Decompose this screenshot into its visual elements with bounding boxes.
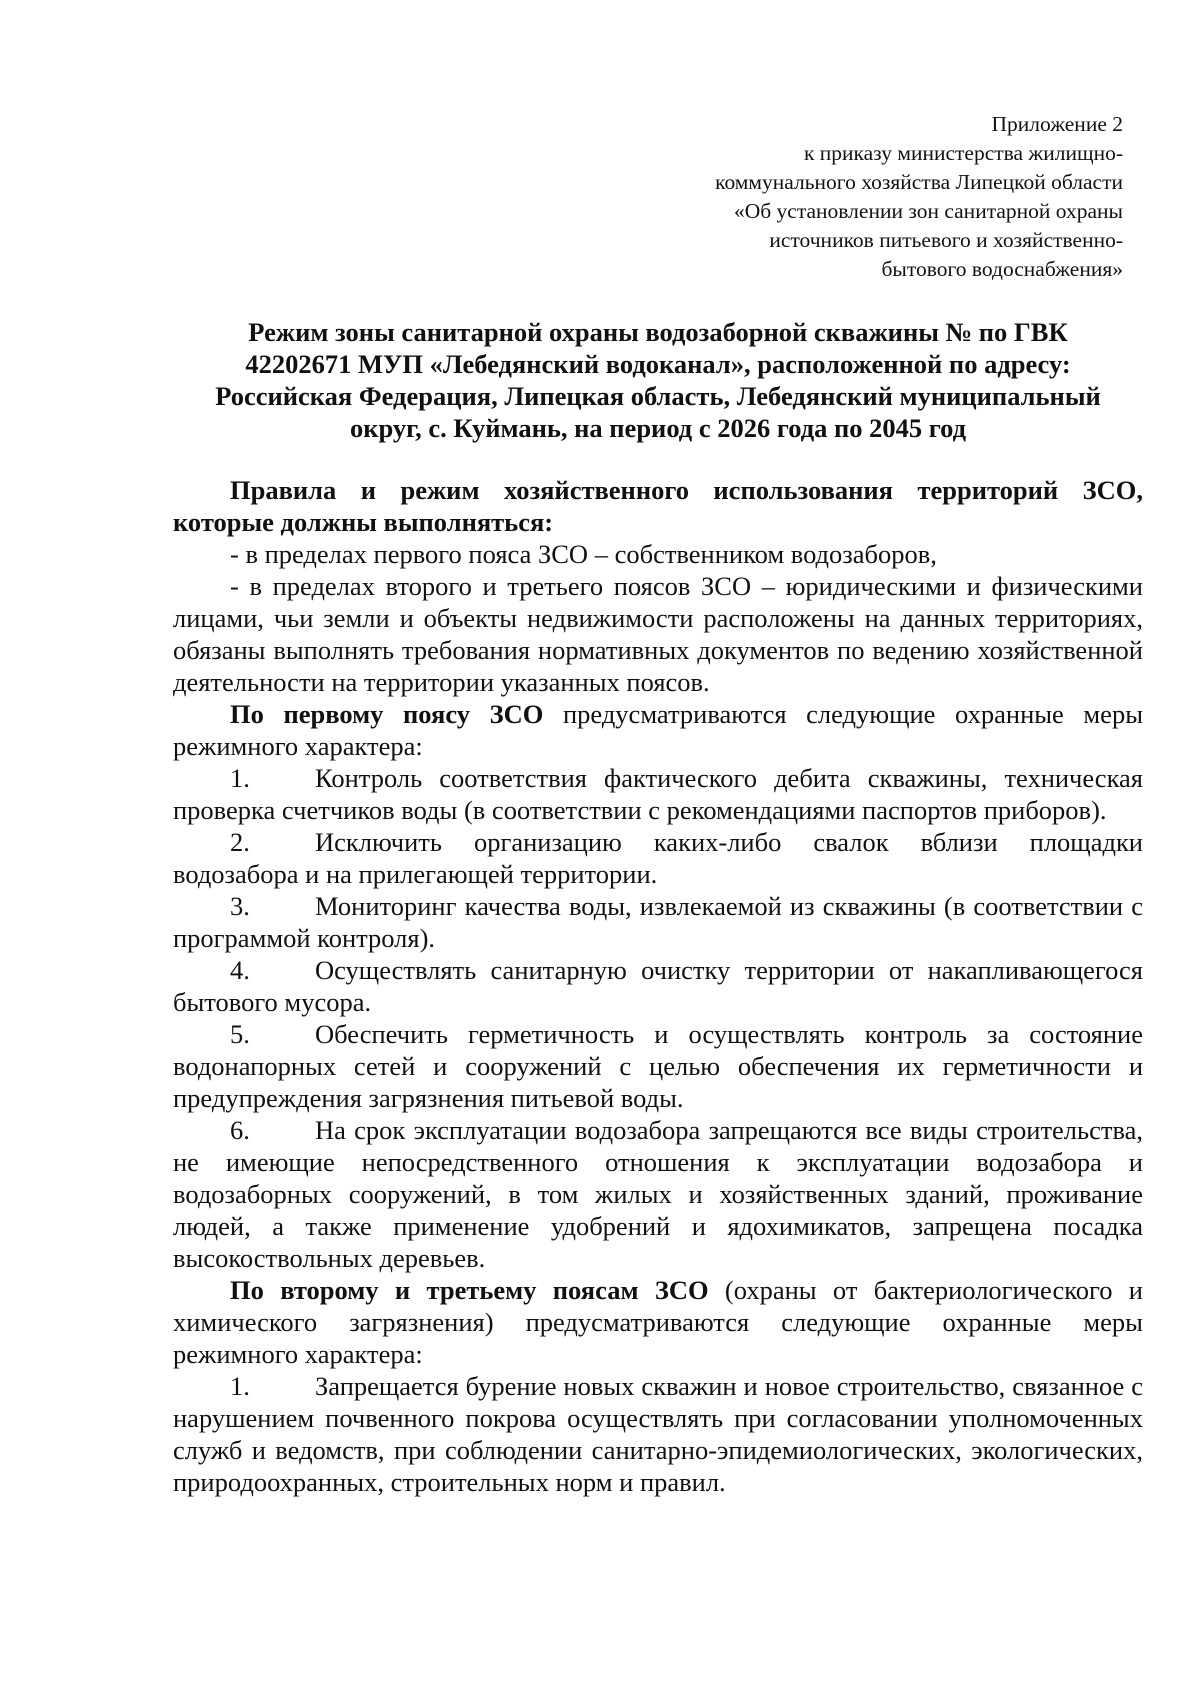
zone23-lead-bold: По второму и третьему поясам ЗСО	[230, 1275, 709, 1305]
appendix-block	[173, 110, 1123, 284]
zone1-lead-text: предусматриваются следующие охранные меры режимного характера:	[173, 699, 1143, 761]
title-line: округ, с. Куймань, на период с 2026 года по 2045 год	[349, 413, 967, 443]
appendix-line: бытового водоснабжения»	[881, 257, 1123, 281]
zone1-item	[173, 762, 1143, 826]
zone1-item	[173, 1114, 1143, 1274]
appendix-line: источников питьевого и хозяйственно-	[769, 228, 1123, 252]
rules-bullet-second-third-zone: - в пределах второго и третьего поясов ЗСО – юридическими и физическими лицами, чьи земли и объекты недвижимости расположены на данных территориях, обязаны выполнять требования нормативных документов по ведению хозяйственной деятельности на территории указанных поясов.	[173, 571, 1143, 697]
zone1-lead-paragraph	[173, 698, 1143, 762]
item-number: 4.	[230, 955, 250, 985]
item-text: Контроль соответствия фактического дебита скважины, техническая проверка счетчиков воды (в соответствии с рекомендациями паспортов приборов).	[173, 763, 1143, 825]
title-line: Режим зоны санитарной охраны водозаборной скважины № по ГВК	[248, 317, 1068, 347]
item-text: Обеспечить герметичность и осуществлять контроль за состояние водонапорных сетей и сооружений с целью обеспечения их герметичности и предупреждения загрязнения питьевой воды.	[173, 1019, 1143, 1113]
zone1-lead-bold: По первому поясу ЗСО	[230, 699, 544, 729]
item-number: 3.	[230, 891, 250, 921]
appendix-line: коммунального хозяйства Липецкой области	[715, 170, 1123, 194]
zone1-item	[173, 954, 1143, 1018]
zone23-lead-paragraph	[173, 1274, 1143, 1370]
zone1-item	[173, 826, 1143, 890]
title-line: 42202671 МУП «Лебедянский водоканал», расположенной по адресу:	[245, 349, 1071, 379]
item-text: Исключить организацию каких-либо свалок вблизи площадки водозабора и на прилегающей территории.	[173, 827, 1143, 889]
item-text: Мониторинг качества воды, извлекаемой из скважины (в соответствии с программой контроля).	[173, 891, 1143, 953]
document-page	[173, 110, 1143, 1498]
item-text: На срок эксплуатации водозабора запрещаются все виды строительства, не имеющие непосредственного отношения к эксплуатации водозабора и водозаборных сооружений, в том жилых и хозяйственных зданий, проживание людей, а также применение удобрений и ядохимикатов, запрещена посадка высокоствольных деревьев.	[173, 1115, 1143, 1273]
appendix-line: Приложение 2	[991, 112, 1123, 136]
document-body	[173, 474, 1143, 1498]
document-title	[173, 316, 1143, 444]
item-text: Запрещается бурение новых скважин и новое строительство, связанное с нарушением почвенного покрова осуществлять при согласовании уполномоченных служб и ведомств, при соблюдении санитарно-эпидемиологических, экологических, природоохранных, строительных норм и правил.	[173, 1371, 1143, 1497]
zone23-lead-text: (охраны от бактериологического и химического загрязнения) предусматриваются следующие охранные меры режимного характера:	[173, 1275, 1143, 1369]
item-number: 1.	[230, 1371, 250, 1401]
title-line: Российская Федерация, Липецкая область, Лебедянский муниципальный	[215, 381, 1101, 411]
item-number: 1.	[230, 763, 250, 793]
item-number: 6.	[230, 1115, 250, 1145]
zone23-item	[173, 1370, 1143, 1498]
item-text: Осуществлять санитарную очистку территории от накапливающегося бытового мусора.	[173, 955, 1143, 1017]
appendix-line: «Об установлении зон санитарной охраны	[733, 199, 1123, 223]
zone1-item	[173, 1018, 1143, 1114]
appendix-line: к приказу министерства жилищно-	[803, 141, 1123, 165]
zone1-item	[173, 890, 1143, 954]
item-number: 5.	[230, 1019, 250, 1049]
rules-heading: Правила и режим хозяйственного использования территорий ЗСО, которые должны выполняться:	[173, 475, 1143, 537]
item-number: 2.	[230, 827, 250, 857]
rules-bullet-first-zone: - в пределах первого пояса ЗСО – собственником водозаборов,	[230, 539, 937, 569]
